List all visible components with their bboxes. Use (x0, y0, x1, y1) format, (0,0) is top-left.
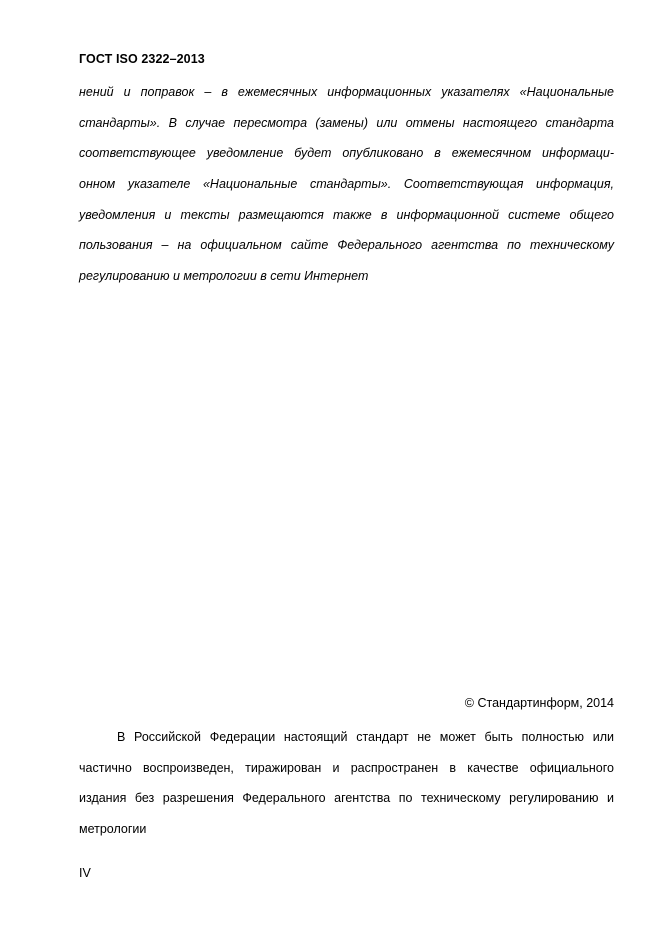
notice-line: частично воспроизведен, тиражирован и распространен в качестве официального (79, 760, 614, 775)
notice-line: В Российской Федерации настоящий стандарт не может быть полностью или (117, 730, 614, 744)
info-paragraph-line: регулированию и метрологии в сети Интернет (79, 269, 369, 284)
document-header: ГОСТ ISO 2322–2013 (79, 52, 205, 66)
info-paragraph-line: нений и поправок – в ежемесячных информационных указателях «Национальные (79, 85, 614, 99)
copyright-notice: © Стандартинформ, 2014 (464, 696, 614, 710)
info-paragraph-line: уведомления и тексты размещаются также в информационной системе общего (79, 207, 614, 222)
info-paragraph-line: соответствующее уведомление будет опубликовано в ежемесячном информаци- (79, 146, 614, 161)
page-number: IV (79, 866, 91, 880)
info-paragraph-line: пользования – на официальном сайте Федерального агентства по техническому (79, 238, 614, 253)
notice-line: издания без разрешения Федерального агентства по техническому регулированию и (79, 791, 614, 806)
reproduction-notice (79, 729, 614, 852)
info-paragraph (79, 84, 614, 299)
info-paragraph-line: онном указателе «Национальные стандарты». Соответствующая информация, (79, 177, 614, 192)
info-paragraph-line: стандарты». В случае пересмотра (замены) или отмены настоящего стандарта (79, 115, 614, 130)
notice-line: метрологии (79, 822, 147, 837)
